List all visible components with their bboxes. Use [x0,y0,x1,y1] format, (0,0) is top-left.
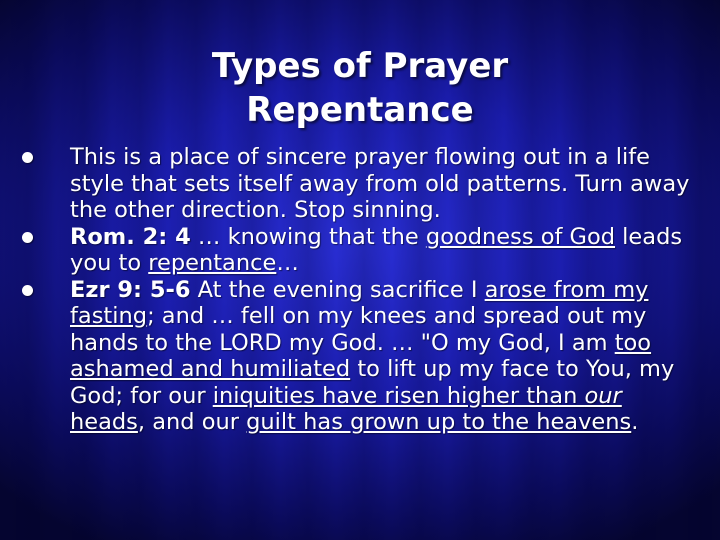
underlined-phrase: repentance [148,250,277,276]
bullet-item [22,144,702,224]
bullet-item [22,277,702,436]
scripture-reference: Ezr 9: 5-6 [70,276,191,303]
underlined-phrase: heads [70,409,138,435]
bullet-dot-icon [22,152,33,163]
bullet-item [22,224,702,277]
underlined-phrase: goodness of God [425,223,616,250]
underlined-phrase: arose from my fasting [70,276,649,329]
underlined-phrase: too ashamed and humiliated [70,329,652,382]
bullet-text: At the evening sacrifice I [190,276,485,303]
underlined-phrase: guilt has grown up to the heavens [246,409,632,435]
bullet-text: … [276,250,299,276]
bullet-text: This is a place of sincere prayer flowing out in a life style that sets itself away from old patterns. Turn away the other direction. Stop sinning. [70,144,690,223]
title-line-1: Types of Prayer [211,46,509,86]
bullet-text: … knowing that the [190,223,426,250]
italic-underlined-word: our [584,382,622,409]
bullet-text: leads you to [70,223,683,276]
bullet-list [22,144,702,436]
bullet-text: ; and … fell on my knees and spread out my hands to the LORD my God. … "O my God, I am [70,303,647,356]
bullet-text: . [631,409,639,435]
title-line-2: Repentance [246,90,474,130]
scripture-reference: Rom. 2: 4 [70,223,191,250]
bullet-text: , and our [137,409,247,435]
slide-title [0,44,720,132]
bullet-dot-icon [22,285,33,296]
underlined-phrase: iniquities have risen higher than [212,382,585,409]
bullet-dot-icon [22,232,33,243]
bullet-text: to lift up my face to You, my God; for our [70,356,675,409]
